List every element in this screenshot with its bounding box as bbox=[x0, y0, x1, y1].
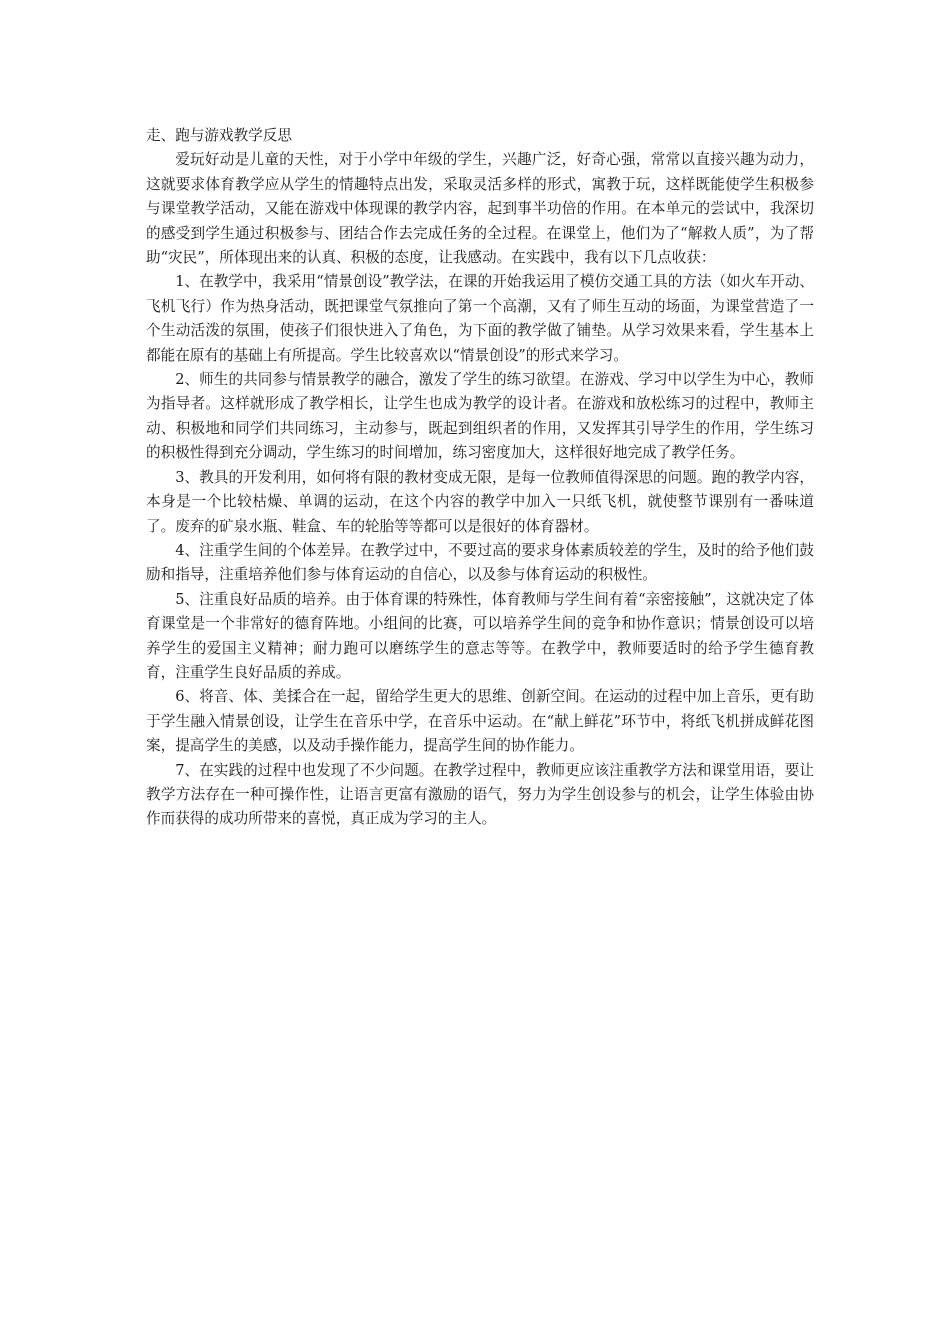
document-body bbox=[146, 124, 814, 832]
paragraph-point-4: 4、注重学生间的个体差异。在教学过中，不要过高的要求身体素质较差的学生，及时的给予他们鼓励和指导，注重培养他们参与体育运动的自信心，以及参与体育运动的积极性。 bbox=[146, 541, 814, 584]
paragraph-point-5: 5、注重良好品质的培养。由于体育课的特殊性，体育教师与学生间有着“亲密接触”，这就决定了体育课堂是一个非常好的德育阵地。小组间的比赛，可以培养学生间的竞争和协作意识；情景创设可以培养学生的爱国主义精神；耐力跑可以磨练学生的意志等等。在教学中，教师要适时的给予学生德育教育，注重学生良好品质的养成。 bbox=[146, 590, 814, 681]
paragraph-point-6: 6、将音、体、美揉合在一起，留给学生更大的思维、创新空间。在运动的过程中加上音乐，更有助于学生融入情景创设，让学生在音乐中学，在音乐中运动。在“献上鲜花”环节中，将纸飞机拼成鲜花图案，提高学生的美感，以及动手操作能力，提高学生间的协作能力。 bbox=[146, 688, 814, 755]
paragraph-point-2: 2、师生的共同参与情景教学的融合，激发了学生的练习欲望。在游戏、学习中以学生为中心，教师为指导者。这样就形成了教学相长，让学生也成为教学的设计者。在游戏和放松练习的过程中，教师主动、积极地和同学们共同练习，主动参与，既起到组织者的作用，又发挥其引导学生的作用，学生练习的积极性得到充分调动，学生练习的时间增加，练习密度加大，这样很好地完成了教学任务。 bbox=[146, 371, 814, 462]
document-title: 走、跑与游戏教学反思 bbox=[146, 127, 292, 144]
paragraph-point-7: 7、在实践的过程中也发现了不少问题。在教学过程中，教师更应该注重教学方法和课堂用语，要让教学方法存在一种可操作性，让语言更富有激励的语气，努力为学生创设参与的机会，让学生体验由协作而获得的成功所带来的喜悦，真正成为学习的主人。 bbox=[146, 761, 814, 828]
paragraph-intro: 爱玩好动是儿童的天性，对于小学中年级的学生，兴趣广泛，好奇心强，常常以直接兴趣为动力，这就要求体育教学应从学生的情趣特点出发，采取灵活多样的形式，寓教于玩，这样既能使学生积极参与课堂教学活动，又能在游戏中体现课的教学内容，起到事半功倍的作用。在本单元的尝试中，我深切的感受到学生通过积极参与、团结合作去完成任务的全过程。在课堂上，他们为了“解救人质”，为了帮助“灾民”，所体现出来的认真、积极的态度，让我感动。在实践中，我有以下几点收获： bbox=[146, 151, 814, 267]
paragraph-point-3: 3、教具的开发利用，如何将有限的教材变成无限，是每一位教师值得深思的问题。跑的教学内容，本身是一个比较枯燥、单调的运动，在这个内容的教学中加入一只纸飞机，就使整节课别有一番味道了。废弃的矿泉水瓶、鞋盒、车的轮胎等等都可以是很好的体育器材。 bbox=[146, 468, 814, 535]
paragraph-point-1: 1、在教学中，我采用“情景创设”教学法，在课的开始我运用了模仿交通工具的方法（如火车开动、飞机飞行）作为热身活动，既把课堂气氛推向了第一个高潮，又有了师生互动的场面，为课堂营造了一个生动活泼的氛围，使孩子们很快进入了角色，为下面的教学做了铺垫。从学习效果来看，学生基本上都能在原有的基础上有所提高。学生比较喜欢以“情景创设”的形式来学习。 bbox=[146, 273, 814, 364]
